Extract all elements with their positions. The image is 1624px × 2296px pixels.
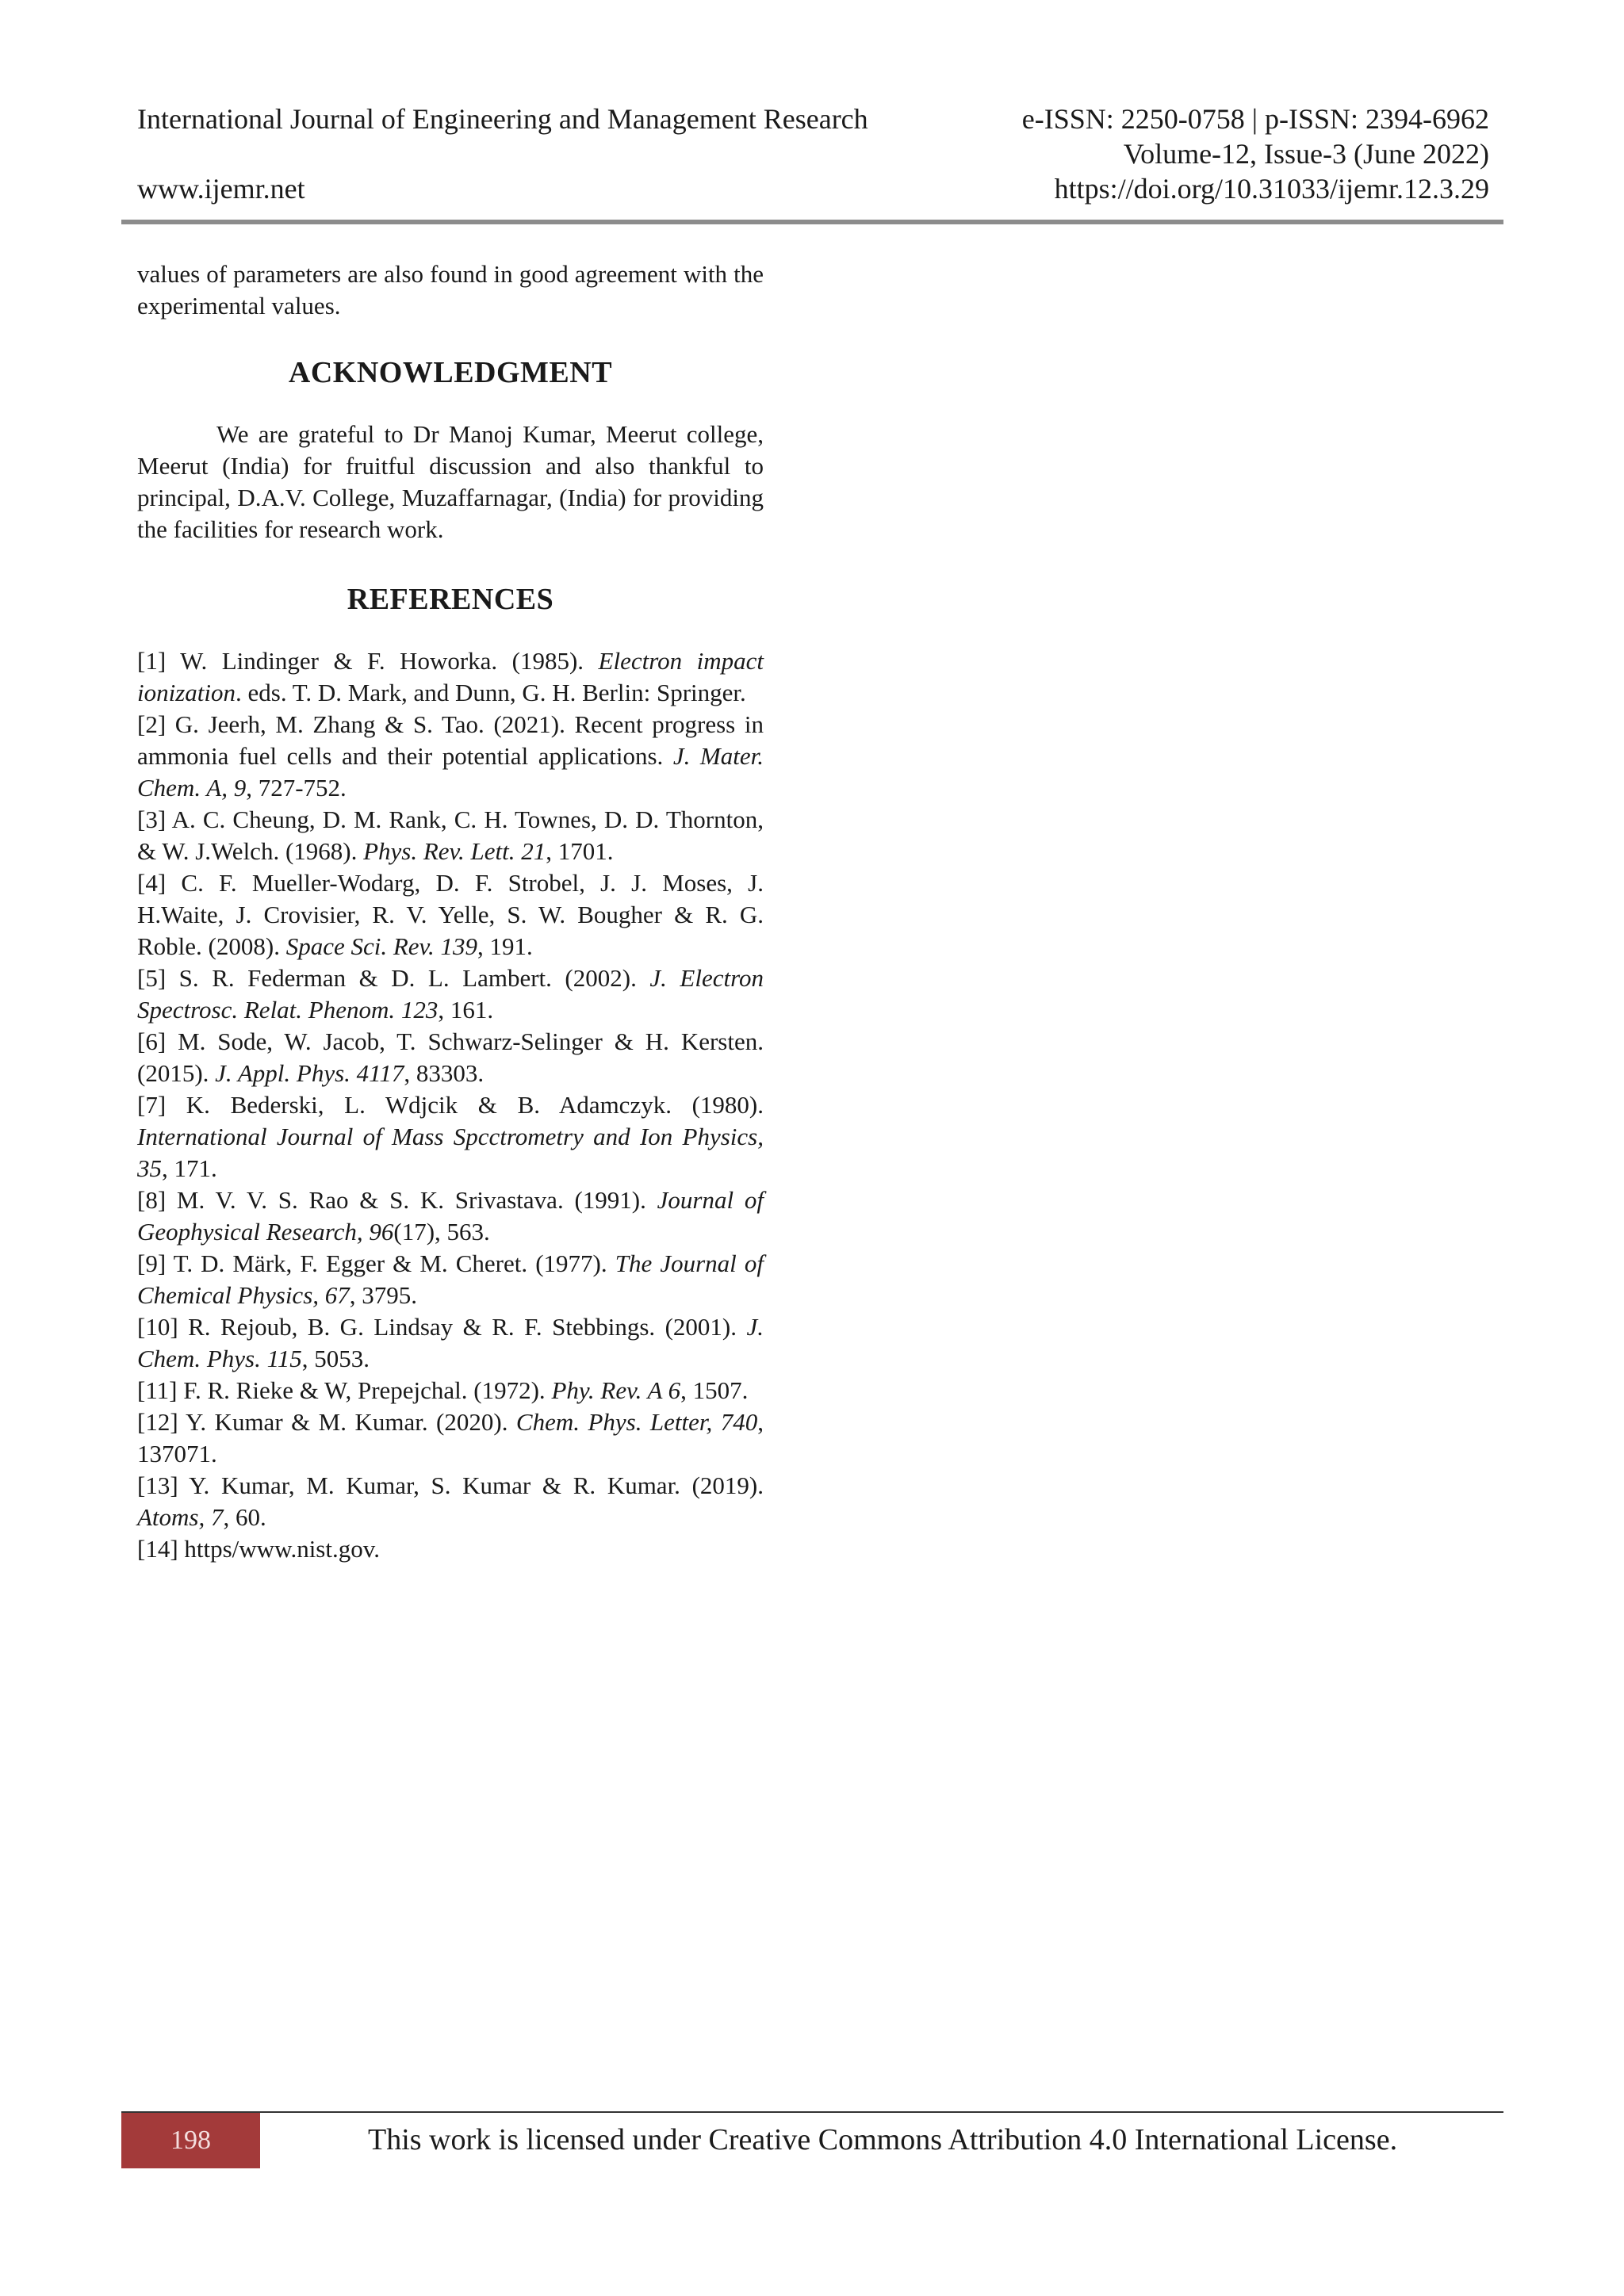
reference-source: J. Chem. Phys. 115 <box>137 1313 764 1372</box>
reference-text: [10] R. Rejoub, B. G. Lindsay & R. F. Stebbings. (2001). <box>137 1313 747 1341</box>
reference-text: [11] F. R. Rieke & W, Prepejchal. (1972). <box>137 1376 552 1404</box>
reference-item <box>137 1406 764 1470</box>
reference-item <box>137 1026 764 1089</box>
reference-text: [12] Y. Kumar & M. Kumar. (2020). <box>137 1408 516 1436</box>
reference-item <box>137 645 764 709</box>
left-column <box>137 258 764 1565</box>
reference-text: , 60. <box>223 1503 266 1531</box>
reference-text: , 171. <box>162 1154 217 1182</box>
reference-text: . eds. T. D. Mark, and Dunn, G. H. Berlin: Springer. <box>236 679 746 706</box>
reference-item <box>137 709 764 804</box>
reference-text: [1] W. Lindinger & F. Howorka. (1985). <box>137 647 599 675</box>
reference-source: Phy. Rev. A 6 <box>551 1376 681 1404</box>
reference-text: [5] S. R. Federman & D. L. Lambert. (2002). <box>137 964 650 992</box>
reference-text: , 1507. <box>680 1376 749 1404</box>
reference-item <box>137 867 764 962</box>
reference-item <box>137 1089 764 1184</box>
intro-paragraph: values of parameters are also found in good agreement with the experimental values. <box>137 260 764 320</box>
reference-text: , 137071. <box>137 1408 764 1468</box>
reference-text: , 83303. <box>404 1059 485 1087</box>
volume-info: Volume-12, Issue-3 (June 2022) <box>1123 138 1489 170</box>
reference-text: , 161. <box>438 996 494 1024</box>
reference-source: Phys. Rev. Lett. 21 <box>363 837 546 865</box>
reference-text: [14] https/www.nist.gov. <box>137 1535 380 1563</box>
page-number-box <box>121 2113 260 2168</box>
reference-text: , 191. <box>477 932 533 960</box>
acknowledgment-paragraph: We are grateful to Dr Manoj Kumar, Meerut college, Meerut (India) for fruitful discussion and also thankful to principal, D.A.V. College, Muzaffarnagar, (India) for providing the facilities for research work. <box>137 420 764 543</box>
journal-website[interactable]: www.ijemr.net <box>137 173 305 205</box>
reference-item <box>137 962 764 1026</box>
license-notice: This work is licensed under Creative Commons Attribution 4.0 International License. <box>368 2123 1398 2156</box>
reference-text: (17), 563. <box>393 1218 490 1246</box>
journal-name: International Journal of Engineering and Management Research <box>137 103 868 135</box>
reference-text: [3] A. C. Cheung, D. M. Rank, C. H. Townes, D. D. Thornton, & W. J.Welch. (1968). <box>137 806 764 865</box>
reference-text: [6] M. Sode, W. Jacob, T. Schwarz-Selinger & H. Kersten. (2015). <box>137 1027 764 1087</box>
doi-link[interactable]: https://doi.org/10.31033/ijemr.12.3.29 <box>1054 173 1489 205</box>
header-divider <box>121 220 1503 224</box>
issn-info: e-ISSN: 2250-0758 | p-ISSN: 2394-6962 <box>1021 103 1489 135</box>
reference-source: Atoms, 7 <box>137 1503 224 1531</box>
footer-divider <box>121 2111 1503 2113</box>
reference-source: J. Appl. Phys. 4117 <box>215 1059 404 1087</box>
reference-item <box>137 1184 764 1248</box>
page-number: 198 <box>170 2126 211 2155</box>
reference-source: Electron impact ionization <box>137 647 764 706</box>
reference-item <box>137 1375 764 1406</box>
header-row-3 <box>137 171 1489 206</box>
reference-text: , 3795. <box>349 1281 418 1309</box>
references-list <box>137 645 764 1565</box>
reference-text: , 1701. <box>546 837 614 865</box>
reference-text: [2] G. Jeerh, M. Zhang & S. Tao. (2021). Recent progress in ammonia fuel cells and their potential applications. <box>137 710 764 770</box>
references-heading: REFERENCES <box>347 583 554 616</box>
reference-text: [8] M. V. V. S. Rao & S. K. Srivastava. (1991). <box>137 1186 657 1214</box>
reference-source: J. Mater. Chem. A, 9 <box>137 742 764 802</box>
reference-text: [13] Y. Kumar, M. Kumar, S. Kumar & R. Kumar. (2019). <box>137 1471 764 1499</box>
page-header <box>137 101 1489 206</box>
reference-text: , 727-752. <box>246 774 347 802</box>
reference-item <box>137 1533 764 1565</box>
reference-source: Chem. Phys. Letter, 740 <box>515 1408 758 1436</box>
header-row-2 <box>137 136 1489 171</box>
reference-text: , 5053. <box>301 1345 370 1372</box>
reference-text: [4] C. F. Mueller-Wodarg, D. F. Strobel, J. J. Moses, J. H.Waite, J. Crovisier, R. V. Yelle, S. W. Bougher & R. G. Roble. (2008). <box>137 869 764 960</box>
reference-item <box>137 804 764 867</box>
reference-item <box>137 1248 764 1311</box>
reference-source: J. Electron Spectrosc. Relat. Phenom. 123 <box>137 964 764 1024</box>
reference-item <box>137 1311 764 1375</box>
reference-text: [9] T. D. Märk, F. Egger & M. Cheret. (1977). <box>137 1249 615 1277</box>
reference-source: International Journal of Mass Spcctrometry and Ion Physics, 35 <box>137 1123 764 1182</box>
acknowledgment-heading: ACKNOWLEDGMENT <box>288 356 613 389</box>
header-row-1 <box>137 101 1489 136</box>
reference-item <box>137 1470 764 1533</box>
reference-source: Space Sci. Rev. 139 <box>285 932 477 960</box>
reference-text: [7] K. Bederski, L. Wdjcik & B. Adamczyk. (1980). <box>137 1091 764 1119</box>
reference-source: The Journal of Chemical Physics, 67 <box>137 1249 764 1309</box>
reference-source: Journal of Geophysical Research, 96 <box>137 1186 764 1246</box>
